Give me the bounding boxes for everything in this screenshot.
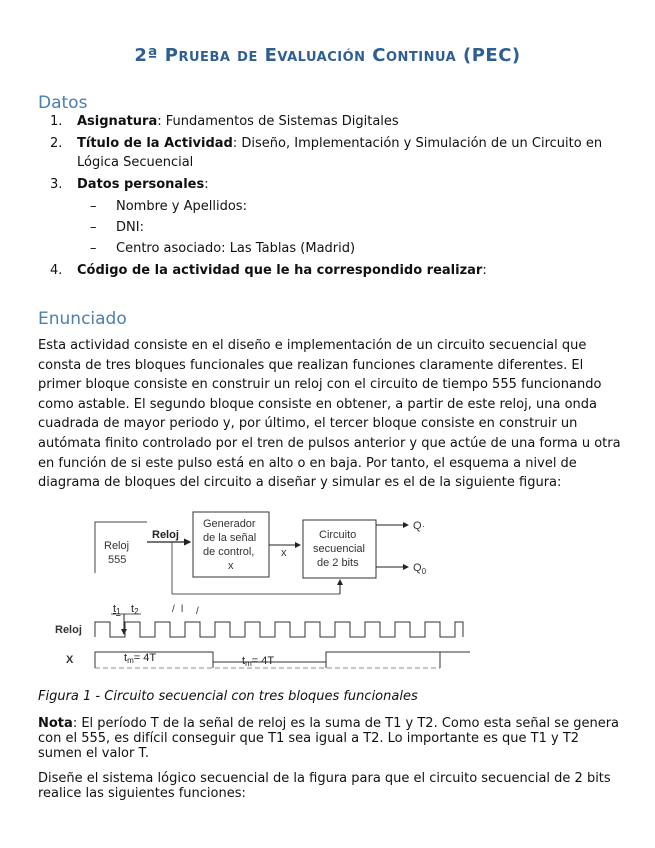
svg-text:l: l <box>181 604 184 615</box>
sub-item-name: Nombre y Apellidos: <box>116 199 247 214</box>
circuito-line-1: Circuito <box>319 529 357 541</box>
tm2-label: tm= 4T <box>242 655 275 668</box>
list-item: 4. <box>50 263 63 278</box>
list-item: 3. <box>50 177 63 192</box>
section-heading-enunciado: Enunciado <box>38 309 127 329</box>
block-reloj-label-2: 555 <box>108 554 127 566</box>
generador-line-4: x <box>228 560 234 572</box>
enunciado-paragraph: Esta actividad consiste en el diseño e implementación de un circuito secuencial que consta de tres bloques funcionales que realizan funciones claramente diferentes. El primer bloque consiste en construir un reloj con el circuito de tiempo 555 funcionando como astable. El segundo bloque consiste en obtener, a partir de este reloj, una onda cuadrada de mayor periodo y, por último, el tercer bloque consiste en construir un autómata finito controlado por el tren de pulsos anterior y que actúe de una forma u otra en función de si este pulso está en alto o en baja. Por tanto, el esquema a nivel de diagrama de bloques del circuito a diseñar y simular es el de la siguiente figura: <box>38 338 621 491</box>
nota-paragraph: Nota: El período T de la señal de reloj es la suma de T1 y T2. Como esta señal se genera con el 555, es difícil conseguir que T1 sea igual a T2. Lo importante es que T1 y T2 sumen el valor T. <box>38 716 620 761</box>
sub-item-dash: – <box>90 220 97 235</box>
final-paragraph: Diseñe el sistema lógico secuencial de la figura para que el circuito secuencial de 2 bits realice las siguientes funciones: <box>38 771 611 801</box>
generador-line-2: de la señal <box>203 532 257 544</box>
arrow-reloj-label: Reloj <box>152 529 179 541</box>
output-q1-label: Q <box>413 520 422 532</box>
t2-label: t2 <box>131 603 139 616</box>
svg-text:/: / <box>172 604 175 615</box>
tm1-label: tm= 4T <box>124 652 157 665</box>
page-title: 2ª Prueba de Evaluación Continua (PEC) <box>134 45 521 66</box>
svg-text:/: / <box>196 606 199 617</box>
list-item-text: Código de la actividad que le ha correspondido realizar: <box>77 263 487 278</box>
svg-text:·: · <box>422 521 425 531</box>
list-item: 2. <box>50 136 63 151</box>
list-item-text: Asignatura: Fundamentos de Sistemas Digitales <box>77 114 399 129</box>
list-item-text: Datos personales: <box>77 177 209 192</box>
sub-item-dash: – <box>90 199 97 214</box>
circuito-line-2: secuencial <box>313 543 365 555</box>
arrow-x-label: x <box>281 547 287 559</box>
wave-x-label: X <box>66 654 74 666</box>
wave-reloj-label: Reloj <box>55 624 82 636</box>
block-reloj-label-1: Reloj <box>104 540 130 552</box>
sub-item-dash: – <box>90 241 97 256</box>
sub-item-centro: Centro asociado: Las Tablas (Madrid) <box>116 241 356 256</box>
figure-caption: Figura 1 - Circuito secuencial con tres bloques funcionales <box>38 689 418 704</box>
sub-item-dni: DNI: <box>116 220 144 235</box>
list-item-text-cont: Lógica Secuencial <box>77 155 194 170</box>
circuito-line-3: de 2 bits <box>317 557 359 569</box>
t1-label: t1 <box>113 603 121 616</box>
list-item: 1. <box>50 114 63 129</box>
generador-line-3: de control, <box>203 546 255 558</box>
section-heading-datos: Datos <box>38 93 88 113</box>
generador-line-1: Generador <box>203 518 256 530</box>
output-q0-label: $Q_0$ <box>413 562 427 576</box>
clock-waveform <box>95 622 463 637</box>
list-item-text: Título de la Actividad: Diseño, Implementación y Simulación de un Circuito en <box>77 136 603 151</box>
